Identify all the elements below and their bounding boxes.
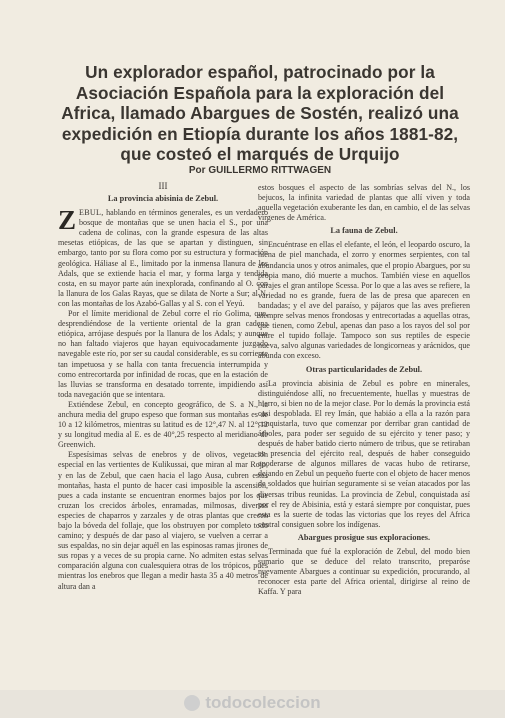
section-heading-other: Otras particularidades de Zebul. [305, 364, 423, 374]
section-heading-zebul: La provincia abisinia de Zebul. [107, 194, 219, 204]
section-heading-fauna: La fauna de Zebul. [330, 226, 398, 236]
paragraph: Terminada que fué la exploración de Zebul, del modo bien sumario que se deduce del relato transcrito, preparóse nuevamente Abargues a continuar su expedición, procurando, al reconocer esta parte del Africa oriental, dirigirse al reino de Kaffa. Y para [258, 546, 470, 597]
right-column [258, 183, 470, 597]
article-byline: Por GUILLERMO RITTWAGEN [188, 165, 332, 176]
section-heading-explorations: Abargues prosigue sus exploraciones. [297, 532, 431, 542]
first-word: EBUL [79, 208, 102, 218]
part-number: III [158, 181, 168, 191]
first-paragraph [58, 205, 268, 309]
watermark-text: todocoleccion [205, 693, 321, 712]
first-paragraph-text: , hablando en términos generales, es un verdadero bosque de montañas que se unen hacia el S., por una cadena de colinas, con la grande espesura de las altas mesetas etiópicas, de las que se apartan y distinguen, sin embargo, tanto por su flora como por su estructura y formación geológica. Háliase al E., limitado por la inmensa llanura de los Adals, que se extiende hacia el mar, y forma larga y tendida costa, en su mayor parte aún inexplorada, confinando al O. con la llanura de los Galas Rayas, que se dilata de Norte a Sur; al N. con las montañas de los Azabó-Gallas y al S. con el Yeyú. [58, 208, 268, 308]
paragraph: Extiéndese Zebul, en concepto geográfico, de S. a N., la anchura media del grupo espeso que forman sus montañas es de 10 a 12 kilómetros, mientras su latitud es de 12°,47 N. al 12°,12 y su longitud media al E. es de 40°,25 respecto al meridiano de Greenwich. [58, 399, 268, 450]
paragraph: La provincia abisinia de Zebul es pobre en minerales, distinguiéndose allí, no frecuentemente, huellas y muestras de hierro, si bien no de la mejor clase. Por lo demás la provincia está casi despoblada. El rey Imán, que habiáo a ella a la razón para conquistarla, tuvo que comenzar por derribar gran cantidad de árboles, para poder ser seguido de su ejército y tener paso; y después de haber batido cierto número de tribus, que se retiraban en presencia del ejército real, después de haber conseguido apoderarse de algunos millares de vacas hubo de retirarse, dejando en Zebul un pequeño fuerte con el objeto de hacer menos de soldados que huirían seguramente si se veían atacados por las diversas tribus reunidas. La provincia de Zebul, conquistada así por el rey de Abisinia, está y estará siempre por conquistar, pues esta es la suerte de todas las victorias que los reyes del Africa central consiguen sobre los indígenas. [258, 378, 470, 529]
drop-cap: Z [58, 205, 77, 236]
watermark [0, 691, 505, 715]
left-column [58, 181, 268, 592]
watermark-logo-icon [184, 695, 200, 711]
paragraph: Espesísimas selvas de enebros y de olivos, vegetación especial en las vertientes de Kulikussai, que miran al mar Rojo, y en las de Zebul, que caen hacia el lago Ausa, cubren estas montañas, hasta el punto de hacer casi imposible la ascensión, pues a cada instante se encuentran enormes bajos por los que cruzan los crecidos árboles, enramadas, milmosas, diversas especies de chaparros y zarzales y de otras plantas que crecen bajo la bóveda del follaje, que los obstruyen por completo todo camino; y después de dar paso al viajero, se vuelven a cerrar a sus espaldas, no sin dejar aquél en las espinosas ramas jirones de sus ropas y a veces de su propia carne. No admiten estas selvas comparación alguna con cualesquiera otras de los trópicos, pues mientras los enebros que llegan a medir hasta 35 a 40 metros de altura dan a [58, 450, 268, 591]
continuation-paragraph: estos bosques el aspecto de las sombrías selvas del N., los bejucos, la infinita variedad de plantas que allí viven y toda aquella vegetación exuberante les dan, en cambio, el de las selvas vírgenes de América. [258, 183, 470, 223]
paragraph: Por el límite meridional de Zebul corre el río Golima, que, desprendiéndose de la vertiente oriental de la gran cadena etiópica, arrójase después por la llanura de los Adals; y aunque no han faltado viajeros que hayan equivocadamente juzgado navegable este río, por ser su caudal considerable, es su corriente tan impetuosa y se halla con tanta frecuencia interrumpida y como entrecortarda por infinidad de rocas, que en la estación de las lluvias se transforma en desatado torrente, impidiendo así toda navegación que se intentara. [58, 309, 268, 399]
paragraph: Encuéntrase en ellas el elefante, el león, el leopardo oscuro, la hiena de piel manchada, el zorro y enormes serpientes, con tal abundancia unos y otros animales, que el propio Abargues, por su propia mano, dió muerte a muchos. También viese en aquellos parajes el gran antílope Scessa. Por lo que a las aves se refiere, la variedad no es grande, fuera de las de presa que aparecen en bandadas; y el ave del paraíso, y pájaros que las aves prefieren siempre selvas menos frondosas y entrecortadas a aquellas otras, que tienen, como Zebul, apenas dan paso a los rayos del sol por entre el tupido follaje. Tampoco son sus reptiles de especie nueva, salvo algunas variedades de longicorneas y arácnidos, que abunda con exceso. [258, 240, 470, 361]
article-title: Un explorador español, patrocinado por la Asociación Española para la exploración del Africa, llamado Abargues de Sostén, realizó una expedición en Etiopía durante los años 1881-82, que costeó el marqués de Urquijo [61, 62, 459, 164]
